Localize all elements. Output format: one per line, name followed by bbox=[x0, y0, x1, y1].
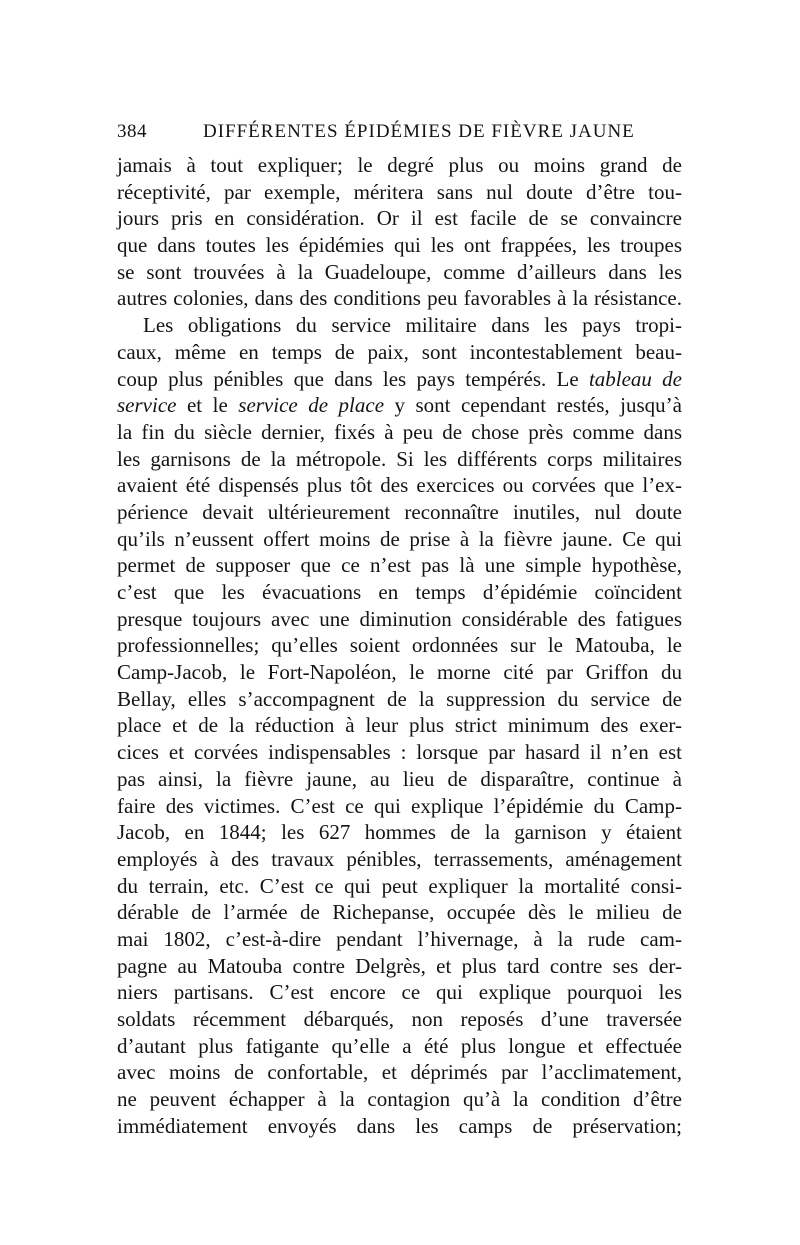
text-line: Bellay, elles s’accompagnent de la suppression du service de bbox=[117, 686, 682, 711]
text-line: Jacob, en 1844; les 627 hommes de la garnison y étaient bbox=[117, 820, 682, 845]
text-line: la fin du siècle dernier, fixés à peu de chose près comme dans bbox=[117, 419, 682, 444]
text-line: que dans toutes les épidémies qui les ont frappées, les troupes bbox=[117, 233, 682, 258]
text-line: caux, même en temps de paix, sont incontestablement beau- bbox=[117, 339, 682, 364]
text-line: dérable de l’armée de Richepanse, occupée dès le milieu de bbox=[117, 900, 682, 925]
text-segment: y sont cependant restés, jusqu’à bbox=[384, 393, 682, 418]
running-title: DIFFÉRENTES ÉPIDÉMIES DE FIÈVRE JAUNE bbox=[203, 121, 635, 142]
text-line: périence devait ultérieurement reconnaître inutiles, nul doute bbox=[117, 499, 682, 524]
text-line: place et de la réduction à leur plus strict minimum des exer- bbox=[117, 713, 682, 738]
text-line: d’autant plus fatigante qu’elle a été plus longue et effectuée bbox=[117, 1033, 682, 1058]
text-line: avaient été dispensés plus tôt des exercices ou corvées que l’ex- bbox=[117, 473, 682, 498]
text-segment: coup plus pénibles que dans les pays tempérés. Le bbox=[117, 366, 589, 391]
text-line: c’est que les évacuations en temps d’épidémie coïncident bbox=[117, 580, 682, 604]
italic-text: tableau de bbox=[588, 366, 683, 391]
text-line: Les obligations du service militaire dans les pays tropi- bbox=[143, 313, 682, 338]
text-line: presque toujours avec une diminution considérable des fatigues bbox=[117, 606, 682, 631]
text-line: pas ainsi, la fièvre jaune, au lieu de disparaître, continue à bbox=[117, 766, 682, 791]
text-line bbox=[117, 392, 682, 419]
text-line: se sont trouvées à la Guadeloupe, comme d’ailleurs dans les bbox=[117, 259, 682, 284]
running-head bbox=[117, 117, 682, 147]
text-line: ne peuvent échapper à la contagion qu’à la condition d’être bbox=[117, 1087, 682, 1112]
text-line: autres colonies, dans des conditions peu favorables à la résistance. bbox=[117, 286, 682, 311]
text-line: avec moins de confortable, et déprimés par l’acclimatement, bbox=[117, 1060, 682, 1085]
italic-text: service de place bbox=[238, 393, 385, 418]
text-line: professionnelles; qu’elles soient ordonnées sur le Matouba, le bbox=[117, 633, 682, 658]
text-line: immédiatement envoyés dans les camps de préservation; bbox=[117, 1113, 682, 1138]
text-line: jamais à tout expliquer; le degré plus ou moins grand de bbox=[117, 153, 682, 177]
text-line: niers partisans. C’est encore ce qui explique pourquoi les bbox=[117, 980, 682, 1005]
text-line: mai 1802, c’est-à-dire pendant l’hivernage, à la rude cam- bbox=[117, 926, 682, 951]
italic-text: service bbox=[117, 393, 177, 418]
text-line: Camp-Jacob, le Fort-Napoléon, le morne cité par Griffon du bbox=[117, 660, 682, 685]
text-line bbox=[117, 366, 682, 393]
text-segment: et le bbox=[176, 393, 239, 418]
page-number: 384 bbox=[117, 121, 147, 142]
text-line: employés à des travaux pénibles, terrassements, aménagement bbox=[117, 846, 682, 871]
text-line: pagne au Matouba contre Delgrès, et plus tard contre ses der- bbox=[117, 953, 682, 978]
text-line: les garnisons de la métropole. Si les différents corps militaires bbox=[117, 446, 682, 471]
text-line: soldats récemment débarqués, non reposés d’une traversée bbox=[117, 1007, 682, 1031]
text-line: permet de supposer que ce n’est pas là une simple hypothèse, bbox=[117, 553, 682, 578]
text-line: qu’ils n’eussent offert moins de prise à la fièvre jaune. Ce qui bbox=[117, 526, 682, 551]
text-line: faire des victimes. C’est ce qui explique l’épidémie du Camp- bbox=[117, 793, 682, 818]
text-line: cices et corvées indispensables : lorsque par hasard il n’en est bbox=[117, 740, 682, 765]
text-line: jours pris en considération. Or il est facile de se convaincre bbox=[117, 206, 682, 231]
text-line: du terrain, etc. C’est ce qui peut expliquer la mortalité consi- bbox=[117, 873, 682, 898]
body-text bbox=[117, 152, 682, 1139]
text-line: réceptivité, par exemple, méritera sans nul doute d’être tou- bbox=[117, 179, 682, 204]
